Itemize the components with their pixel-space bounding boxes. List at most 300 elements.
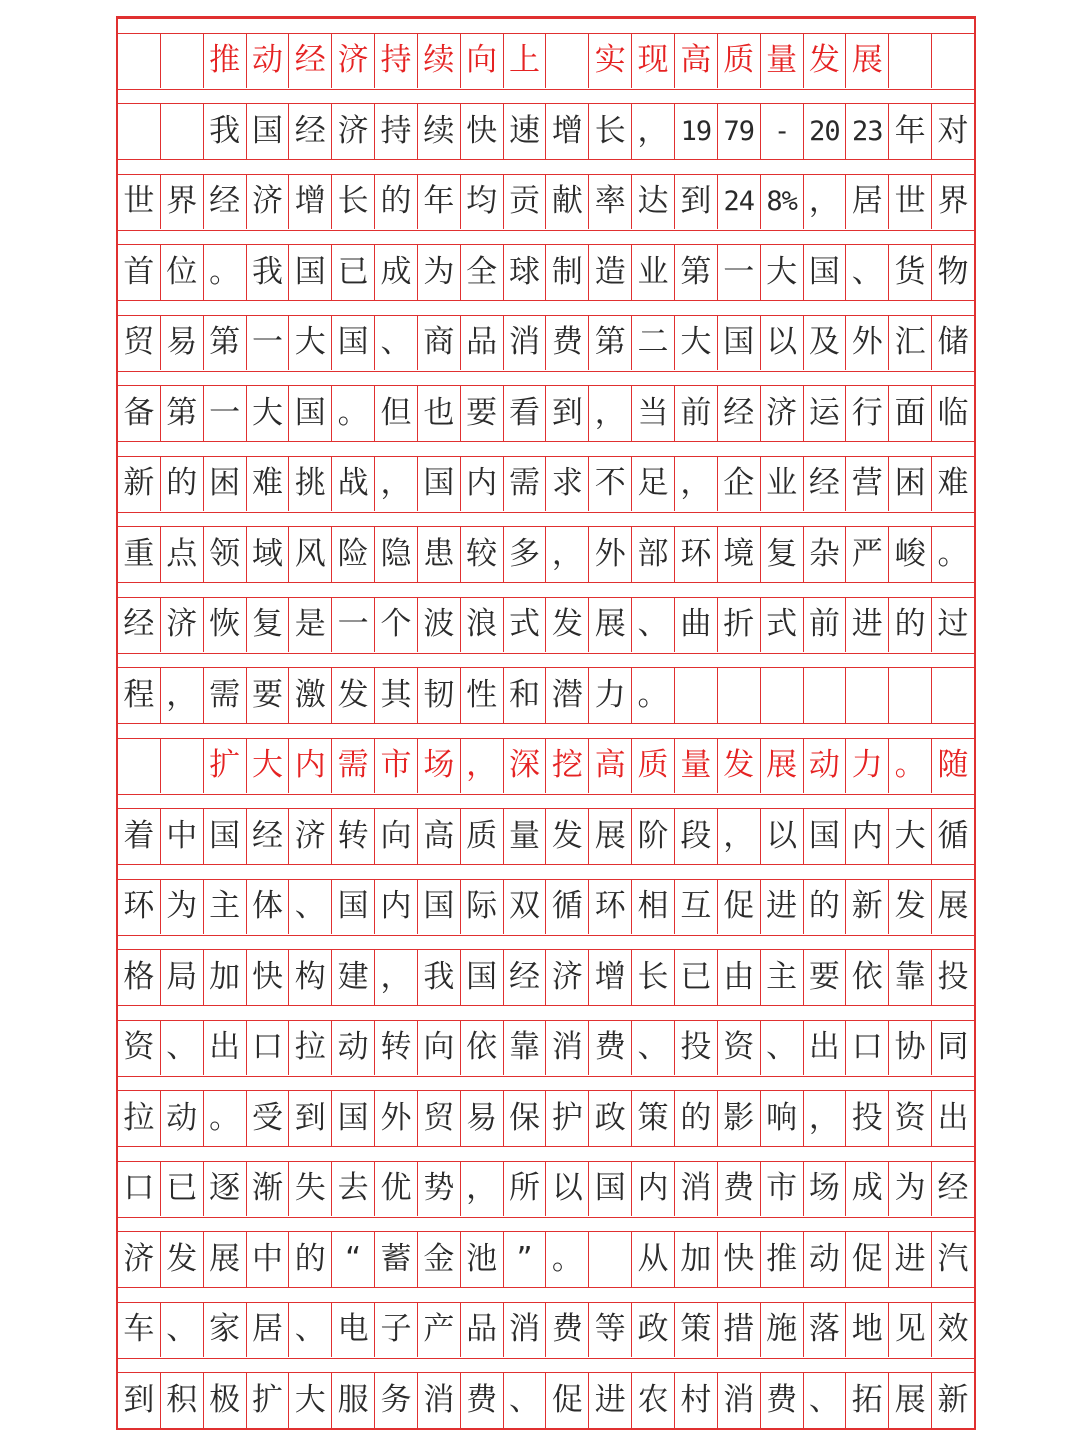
grid-cell: 已 — [332, 245, 375, 300]
line-gap — [118, 794, 974, 810]
grid-cell: 循 — [937, 817, 969, 854]
grid-cell: 等 — [589, 1303, 632, 1358]
text-line — [118, 1303, 974, 1358]
grid-cell: 费 — [546, 1303, 589, 1358]
grid-cell: 济 — [289, 809, 332, 864]
grid-cell: 需 — [204, 668, 247, 723]
grid-cell: 难 — [937, 465, 969, 502]
grid-cell: 经 — [804, 457, 847, 512]
grid-cell: 上 — [504, 34, 547, 89]
grid-cell: 地 — [846, 1303, 889, 1358]
grid-cell: 汇 — [889, 316, 932, 371]
grid-cell: 费 — [718, 1162, 761, 1217]
grid-cell: 质 — [718, 34, 761, 89]
grid-cell: 、 — [375, 316, 418, 371]
grid-cell: 国 — [289, 245, 332, 300]
grid-cell: 渐 — [247, 1162, 290, 1217]
grid-cell: 消 — [675, 1162, 718, 1217]
grid-cell: ， — [546, 527, 589, 582]
grid-cell: 环 — [675, 527, 718, 582]
grid-cell: 促 — [846, 1232, 889, 1287]
grid-cell: 格 — [118, 950, 161, 1005]
grid-cell: 转 — [332, 809, 375, 864]
grid-cell: 、 — [632, 1021, 675, 1076]
grid-cell: ， — [632, 104, 675, 159]
grid-cell: 极 — [204, 1373, 247, 1428]
grid-cell: 年 — [889, 104, 932, 159]
grid-cell: 持 — [375, 34, 418, 89]
grid-cell: 进 — [761, 880, 804, 935]
grid-cell: 均 — [461, 175, 504, 230]
grid-cell: 及 — [804, 316, 847, 371]
grid-cell: 一 — [247, 316, 290, 371]
text-line — [118, 1373, 974, 1428]
grid-cell: 阶 — [632, 809, 675, 864]
grid-cell — [718, 668, 761, 723]
grid-cell: 展 — [589, 809, 632, 864]
grid-cell: 的 — [375, 175, 418, 230]
grid-cell: 商 — [418, 316, 461, 371]
grid-cell: 大 — [761, 245, 804, 300]
grid-cell: 到 — [118, 1373, 161, 1428]
grid-cell: 主 — [761, 950, 804, 1005]
grid-cell: 第 — [675, 245, 718, 300]
grid-cell — [804, 668, 847, 723]
grid-cell — [546, 34, 589, 89]
grid-cell: 隐 — [375, 527, 418, 582]
grid-cell: 影 — [718, 1091, 761, 1146]
grid-cell: - — [761, 104, 804, 159]
grid-cell: 加 — [204, 950, 247, 1005]
manuscript-sheet — [116, 16, 976, 1430]
grid-cell — [675, 668, 718, 723]
grid-cell: 其 — [375, 668, 418, 723]
grid-cell: 高 — [418, 809, 461, 864]
grid-cell: 口 — [118, 1162, 161, 1217]
line-gap — [118, 1005, 974, 1021]
grid-cell: 费 — [589, 1021, 632, 1076]
grid-cell — [118, 104, 161, 159]
text-line — [118, 1162, 974, 1217]
grid-cell: 我 — [204, 104, 247, 159]
grid-cell: 量 — [675, 739, 718, 794]
grid-cell: ， — [675, 457, 718, 512]
grid-cell: 世 — [118, 175, 161, 230]
grid-cell: 国 — [289, 386, 332, 441]
grid-cell: 动 — [804, 739, 847, 794]
grid-cell: 的 — [289, 1232, 332, 1287]
grid-cell: 力 — [589, 668, 632, 723]
text-line — [118, 950, 974, 1005]
grid-cell: 村 — [675, 1373, 718, 1428]
grid-cell: 曲 — [675, 598, 718, 653]
grid-cell: 企 — [718, 457, 761, 512]
grid-cell: 池 — [461, 1232, 504, 1287]
grid-cell: 前 — [675, 386, 718, 441]
grid-cell: 消 — [504, 1303, 547, 1358]
grid-cell: 资 — [118, 1021, 161, 1076]
grid-cell: 全 — [461, 245, 504, 300]
grid-cell: 依 — [461, 1021, 504, 1076]
grid-cell: 经 — [247, 809, 290, 864]
grid-cell: 内 — [289, 739, 332, 794]
grid-cell: 已 — [161, 1162, 204, 1217]
grid-cell: 是 — [289, 598, 332, 653]
grid-cell: 要 — [461, 386, 504, 441]
grid-cell: 的 — [675, 1091, 718, 1146]
grid-cell: 政 — [589, 1091, 632, 1146]
grid-cell: ， — [375, 457, 418, 512]
grid-cell: 着 — [118, 809, 161, 864]
grid-cell: 务 — [375, 1373, 418, 1428]
grid-cell: 快 — [461, 104, 504, 159]
grid-cell: 同 — [937, 1029, 969, 1066]
grid-cell: 效 — [937, 1311, 969, 1348]
grid-cell: 续 — [418, 34, 461, 89]
grid-cell: 大 — [289, 1373, 332, 1428]
grid-cell: 要 — [247, 668, 290, 723]
grid-cell: 持 — [375, 104, 418, 159]
grid-cell: 济 — [761, 386, 804, 441]
grid-cell: 品 — [461, 1303, 504, 1358]
grid-cell: 第 — [161, 386, 204, 441]
grid-cell: ， — [375, 950, 418, 1005]
grid-cell: 动 — [161, 1091, 204, 1146]
grid-cell: 。 — [937, 535, 969, 572]
grid-cell: 投 — [937, 958, 969, 995]
grid-cell — [118, 34, 161, 89]
grid-cell: 外 — [589, 527, 632, 582]
grid-cell: 、 — [289, 880, 332, 935]
grid-cell: 消 — [418, 1373, 461, 1428]
grid-cell: 发 — [718, 739, 761, 794]
line-gap — [118, 1146, 974, 1162]
grid-cell: 业 — [632, 245, 675, 300]
grid-cell: 投 — [675, 1021, 718, 1076]
grid-cell: 年 — [418, 175, 461, 230]
grid-cell: 互 — [675, 880, 718, 935]
grid-cell: 潜 — [546, 668, 589, 723]
line-gap — [118, 159, 974, 175]
grid-cell: 24 — [718, 175, 761, 230]
grid-cell: 、 — [504, 1373, 547, 1428]
grid-cell: 8% — [761, 175, 804, 230]
grid-cell: 内 — [375, 880, 418, 935]
grid-cell: 资 — [718, 1021, 761, 1076]
grid-cell: 前 — [804, 598, 847, 653]
grid-cell: 策 — [632, 1091, 675, 1146]
grid-cell: 程 — [118, 668, 161, 723]
grid-cell: 国 — [718, 316, 761, 371]
grid-cell: 、 — [804, 1373, 847, 1428]
grid-cell: 域 — [247, 527, 290, 582]
grid-cell: 施 — [761, 1303, 804, 1358]
grid-cell: 国 — [332, 1091, 375, 1146]
grid-cell: 实 — [589, 34, 632, 89]
grid-cell: 拉 — [289, 1021, 332, 1076]
grid-cell: 去 — [332, 1162, 375, 1217]
text-line — [118, 104, 974, 159]
grid-cell: 费 — [546, 316, 589, 371]
grid-cell: 增 — [546, 104, 589, 159]
grid-cell: 量 — [504, 809, 547, 864]
grid-cell: 一 — [718, 245, 761, 300]
grid-cell: 不 — [589, 457, 632, 512]
line-gap — [118, 1358, 974, 1374]
grid-cell: 济 — [332, 34, 375, 89]
grid-cell: 经 — [937, 1170, 969, 1207]
grid-cell: 量 — [761, 34, 804, 89]
grid-cell: 营 — [846, 457, 889, 512]
text-line — [118, 809, 974, 864]
grid-cell: 金 — [418, 1232, 461, 1287]
grid-cell: 贸 — [418, 1091, 461, 1146]
grid-cell: 增 — [289, 175, 332, 230]
grid-cell: 经 — [718, 386, 761, 441]
grid-cell: 靠 — [889, 950, 932, 1005]
grid-cell: 挖 — [546, 739, 589, 794]
line-gap — [118, 582, 974, 598]
grid-cell: 物 — [937, 253, 969, 290]
grid-cell: 。 — [632, 668, 675, 723]
grid-cell: 新 — [118, 457, 161, 512]
grid-cell: 界 — [937, 183, 969, 220]
line-gap — [118, 653, 974, 669]
grid-cell: 、 — [289, 1303, 332, 1358]
grid-cell: 我 — [418, 950, 461, 1005]
grid-cell: 新 — [846, 880, 889, 935]
grid-cell: 长 — [332, 175, 375, 230]
grid-cell: 。 — [546, 1232, 589, 1287]
grid-cell: 业 — [761, 457, 804, 512]
grid-cell: 中 — [161, 809, 204, 864]
grid-cell: 展 — [204, 1232, 247, 1287]
grid-cell: 造 — [589, 245, 632, 300]
line-gap — [118, 1076, 974, 1092]
grid-cell: 质 — [632, 739, 675, 794]
grid-cell: 展 — [589, 598, 632, 653]
text-line — [118, 457, 974, 512]
text-line — [118, 1021, 974, 1076]
grid-cell: 农 — [632, 1373, 675, 1428]
grid-cell: ， — [804, 175, 847, 230]
grid-cell: 发 — [804, 34, 847, 89]
grid-cell: 看 — [504, 386, 547, 441]
grid-cell: 大 — [247, 386, 290, 441]
grid-cell — [889, 34, 932, 89]
grid-cell: 的 — [889, 598, 932, 653]
line-gap — [118, 864, 974, 880]
grid-cell: ， — [461, 739, 504, 794]
grid-cell: 内 — [846, 809, 889, 864]
text-line — [118, 1232, 974, 1287]
grid-cell: 一 — [204, 386, 247, 441]
grid-cell: 建 — [332, 950, 375, 1005]
grid-cell: 质 — [461, 809, 504, 864]
grid-cell: 的 — [161, 457, 204, 512]
grid-cell: 动 — [804, 1232, 847, 1287]
grid-cell: 新 — [937, 1381, 969, 1418]
grid-cell: 国 — [418, 880, 461, 935]
grid-cell: 国 — [247, 104, 290, 159]
grid-cell: 、 — [846, 245, 889, 300]
grid-cell: 发 — [161, 1232, 204, 1287]
grid-cell: 济 — [161, 598, 204, 653]
text-line — [118, 598, 974, 653]
grid-cell — [118, 739, 161, 794]
grid-cell: 恢 — [204, 598, 247, 653]
grid-cell: 19 — [675, 104, 718, 159]
grid-cell: 部 — [632, 527, 675, 582]
grid-cell: 促 — [546, 1373, 589, 1428]
grid-cell — [889, 668, 932, 723]
grid-cell: 风 — [289, 527, 332, 582]
grid-cell: 点 — [161, 527, 204, 582]
grid-cell: 货 — [889, 245, 932, 300]
grid-cell: ， — [718, 809, 761, 864]
grid-cell — [932, 668, 974, 723]
grid-cell: 第 — [589, 316, 632, 371]
grid-cell: 受 — [247, 1091, 290, 1146]
grid-cell: 高 — [675, 34, 718, 89]
grid-cell: 以 — [761, 809, 804, 864]
grid-cell: 大 — [247, 739, 290, 794]
grid-cell: 出 — [204, 1021, 247, 1076]
grid-cell: 杂 — [804, 527, 847, 582]
grid-cell: 世 — [889, 175, 932, 230]
grid-cell: 随 — [937, 747, 969, 784]
grid-cell: 口 — [247, 1021, 290, 1076]
text-line — [118, 1091, 974, 1146]
line-gap — [118, 723, 974, 739]
grid-cell: 市 — [761, 1162, 804, 1217]
grid-cell: 对 — [937, 112, 969, 149]
grid-cell: 扩 — [247, 1373, 290, 1428]
grid-cell: 主 — [204, 880, 247, 935]
grid-cell: 为 — [889, 1162, 932, 1217]
grid-cell: 境 — [718, 527, 761, 582]
grid-cell: 政 — [632, 1303, 675, 1358]
grid-cell: 济 — [118, 1232, 161, 1287]
grid-cell: 79 — [718, 104, 761, 159]
text-line — [118, 316, 974, 371]
grid-cell: 储 — [937, 324, 969, 361]
grid-cell: 消 — [718, 1373, 761, 1428]
grid-cell: 策 — [675, 1303, 718, 1358]
grid-cell: 费 — [761, 1373, 804, 1428]
grid-cell: 到 — [289, 1091, 332, 1146]
grid-cell: 国 — [332, 316, 375, 371]
grid-cell: 济 — [332, 104, 375, 159]
heading-line — [118, 739, 974, 794]
grid-cell: 车 — [118, 1303, 161, 1358]
grid-cell: 家 — [204, 1303, 247, 1358]
grid-cell: 相 — [632, 880, 675, 935]
grid-cell: 成 — [846, 1162, 889, 1217]
grid-cell: 电 — [332, 1303, 375, 1358]
grid-cell: 动 — [247, 34, 290, 89]
grid-cell — [846, 668, 889, 723]
grid-cell: 展 — [846, 34, 889, 89]
grid-cell — [589, 1232, 632, 1287]
grid-cell: 国 — [804, 245, 847, 300]
line-gap — [118, 18, 974, 34]
grid-cell — [161, 34, 204, 89]
grid-cell: 。 — [204, 245, 247, 300]
grid-cell: 双 — [504, 880, 547, 935]
grid-cell: 转 — [375, 1021, 418, 1076]
grid-cell: 见 — [889, 1303, 932, 1358]
grid-cell: 复 — [761, 527, 804, 582]
grid-cell: 进 — [589, 1373, 632, 1428]
grid-cell: 需 — [504, 457, 547, 512]
grid-cell: 困 — [889, 457, 932, 512]
grid-cell: 球 — [504, 245, 547, 300]
grid-cell: 界 — [161, 175, 204, 230]
grid-cell — [161, 104, 204, 159]
grid-cell: 汽 — [937, 1240, 969, 1277]
grid-cell: ” — [504, 1232, 547, 1287]
grid-cell: 促 — [718, 880, 761, 935]
grid-cell: 从 — [632, 1232, 675, 1287]
grid-cell: 居 — [247, 1303, 290, 1358]
grid-cell: 过 — [937, 606, 969, 643]
grid-cell: 国 — [461, 950, 504, 1005]
grid-cell: 服 — [332, 1373, 375, 1428]
grid-cell: 要 — [804, 950, 847, 1005]
grid-cell: 达 — [632, 175, 675, 230]
grid-cell: 、 — [161, 1303, 204, 1358]
grid-cell: 式 — [761, 598, 804, 653]
grid-cell: 资 — [889, 1091, 932, 1146]
heading-line — [118, 34, 974, 89]
grid-cell: 长 — [589, 104, 632, 159]
grid-cell: 济 — [247, 175, 290, 230]
grid-cell: 动 — [332, 1021, 375, 1076]
grid-cell: 投 — [846, 1091, 889, 1146]
grid-cell: 也 — [418, 386, 461, 441]
grid-cell: 加 — [675, 1232, 718, 1287]
grid-cell: 大 — [289, 316, 332, 371]
grid-cell: 护 — [546, 1091, 589, 1146]
grid-cell: 优 — [375, 1162, 418, 1217]
grid-cell: 进 — [889, 1232, 932, 1287]
grid-cell: 贸 — [118, 316, 161, 371]
grid-cell: 患 — [418, 527, 461, 582]
grid-cell: 出 — [937, 1099, 969, 1136]
grid-cell: 产 — [418, 1303, 461, 1358]
text-line — [118, 527, 974, 582]
grid-cell: 长 — [632, 950, 675, 1005]
grid-cell: ， — [161, 668, 204, 723]
grid-cell: 外 — [846, 316, 889, 371]
line-gap — [118, 441, 974, 457]
grid-cell: 当 — [632, 386, 675, 441]
grid-cell: 的 — [804, 880, 847, 935]
grid-cell: 严 — [846, 527, 889, 582]
grid-cell: 进 — [846, 598, 889, 653]
grid-cell: 体 — [247, 880, 290, 935]
grid-cell: 速 — [504, 104, 547, 159]
grid-cell: ， — [461, 1162, 504, 1217]
text-line — [118, 880, 974, 935]
grid-cell: 20 — [804, 104, 847, 159]
grid-cell: 势 — [418, 1162, 461, 1217]
grid-cell: 力 — [846, 739, 889, 794]
grid-cell: 居 — [846, 175, 889, 230]
line-gap — [118, 230, 974, 246]
grid-cell: 段 — [675, 809, 718, 864]
